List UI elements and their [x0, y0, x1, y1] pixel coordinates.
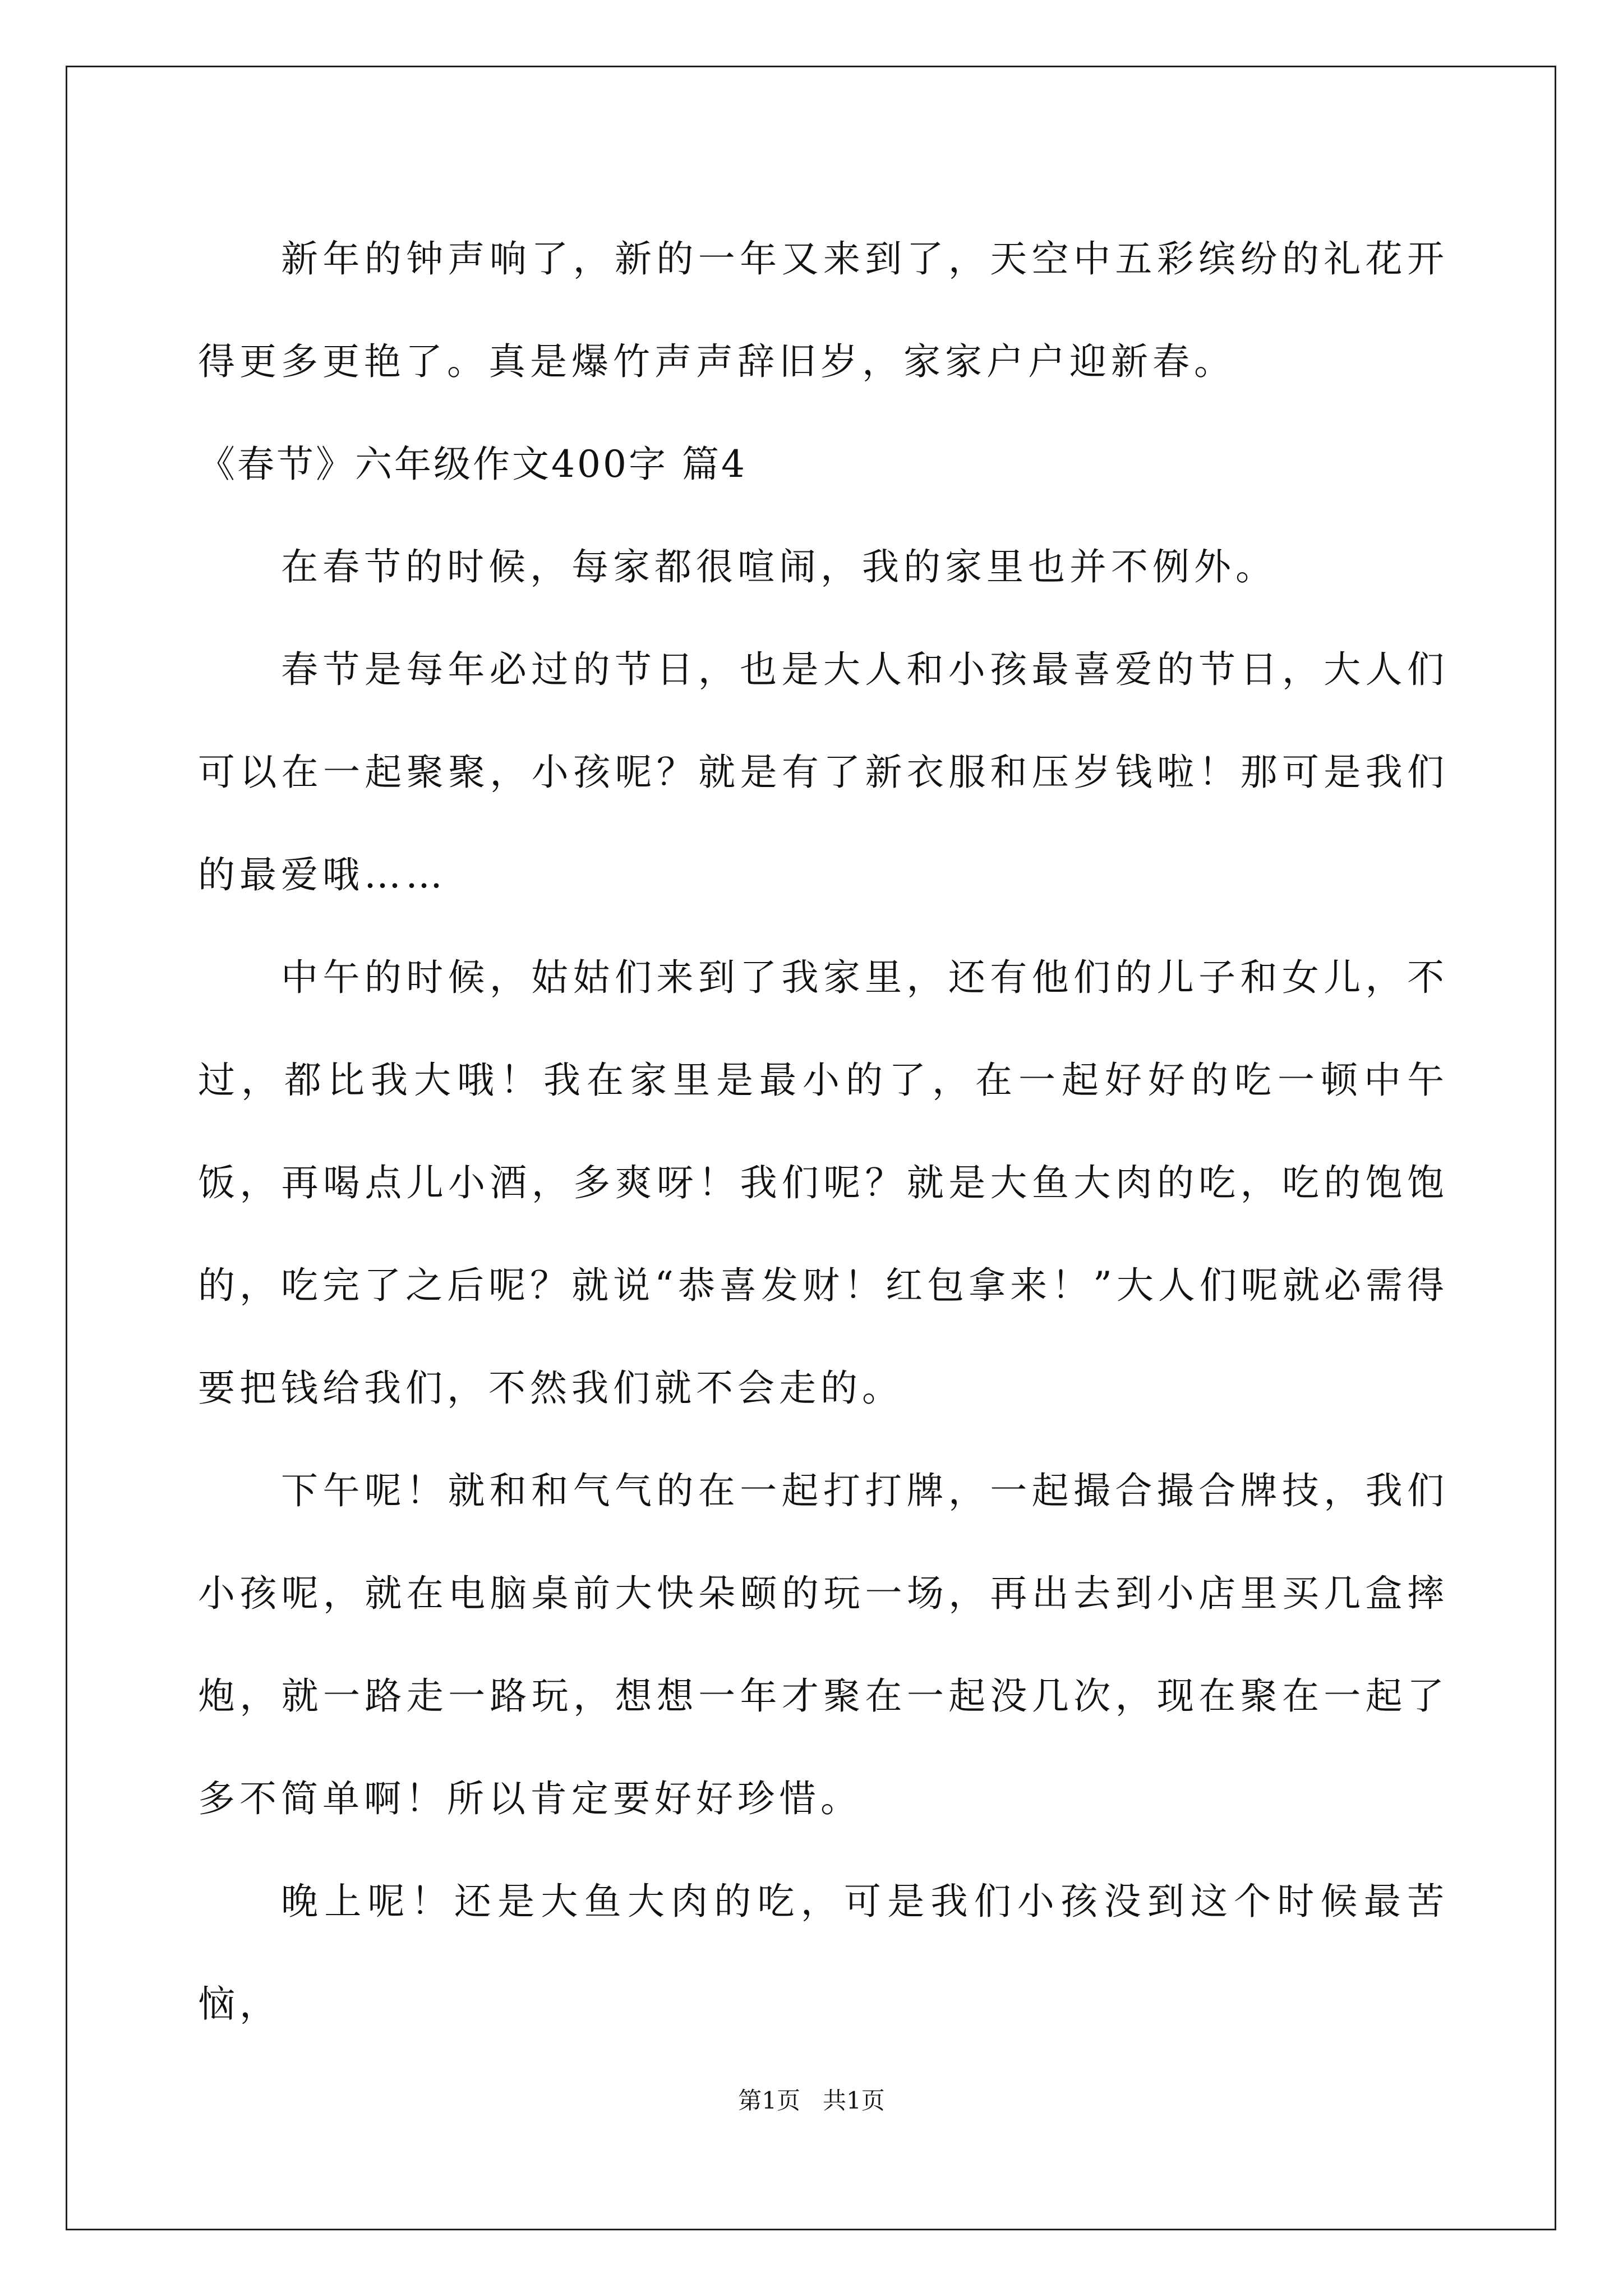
- section-heading: 《春节》六年级作文400字 篇4: [198, 443, 747, 486]
- paragraph-1: 新年的钟声响了，新的一年又来到了，天空中五彩缤纷的礼花开得更多更艳了。真是爆竹声声辞旧岁，家家户户迎新春。: [198, 237, 1449, 383]
- document-body: [198, 208, 1449, 2055]
- paragraph-4: 中午的时候，姑姑们来到了我家里，还有他们的儿子和女儿，不过，都比我大哦！我在家里是最小的了，在一起好好的吃一顿中午饭，再喝点儿小酒，多爽呀！我们呢？就是大鱼大肉的吃，吃的饱饱的，吃完了之后呢？就说“恭喜发财！红包拿来！”大人们呢就必需得要把钱给我们，不然我们就不会走的。: [198, 956, 1449, 1410]
- paragraph-3: 春节是每年必过的节日，也是大人和小孩最喜爱的节日，大人们可以在一起聚聚，小孩呢？就是有了新衣服和压岁钱啦！那可是我们的最爱哦……: [198, 648, 1449, 896]
- page-footer: [0, 2084, 1623, 2118]
- page-total: 共1页: [823, 2087, 885, 2114]
- page-number: 第1页: [738, 2087, 800, 2114]
- paragraph-2: 在春节的时候，每家都很喧闹，我的家里也并不例外。: [281, 545, 1277, 588]
- paragraph-5: 下午呢！就和和气气的在一起打打牌，一起撮合撮合牌技，我们小孩呢，就在电脑桌前大快朵颐的玩一场，再出去到小店里买几盒摔炮，就一路走一路玩，想想一年才聚在一起没几次，现在聚在一起了多不简单啊！所以肯定要好好珍惜。: [198, 1469, 1449, 1820]
- paragraph-6: 晚上呢！还是大鱼大肉的吃，可是我们小孩没到这个时候最苦恼，: [198, 1880, 1449, 2026]
